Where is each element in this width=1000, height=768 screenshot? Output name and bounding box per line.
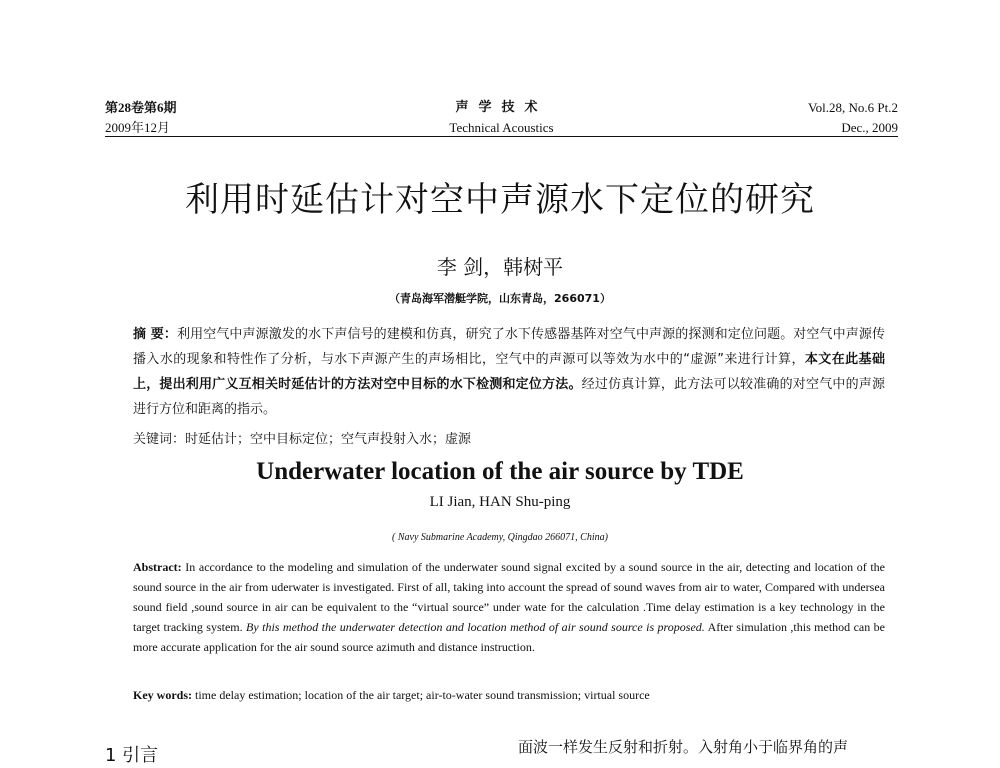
abstract-cn — [133, 322, 885, 422]
abstract-cn-part2: 本文在此基础上，提出利用广义互相关时延估计的方法对空中目标的水下检测和定位方法。 — [133, 352, 885, 392]
abstract-cn-part3: 经过仿真计算，此方法可以较准确的对空气中的声源进行方位和距离的指示。 — [133, 377, 885, 417]
abstract-cn-label: 摘 要： — [133, 327, 177, 342]
abstract-cn-part1: 利用空气中声源激发的水下声信号的建模和仿真，研究了水下传感器基阵对空气中声源的探测和定位问题。对空气中声源传播入水的现象和特性作了分析，与水下声源产生的声场相比，空气中的声源可以等效为水中的“虚源”来进行计算， — [133, 327, 885, 367]
volume-en: Vol.28, No.6 Pt.2 — [807, 100, 898, 115]
keywords-cn-text: 时延估计；空中目标定位；空气声投射入水；虚源 — [185, 432, 472, 447]
affiliation-en: ( Navy Submarine Academy, Qingdao 266071, China) — [392, 532, 608, 543]
body-text-column-right: 面波一样发生反射和折射。入射角小于临界角的声 — [518, 738, 849, 756]
abstract-en — [133, 557, 885, 657]
running-header — [105, 98, 898, 138]
header-center — [105, 98, 898, 138]
authors-cn: 李 剑，韩树平 — [436, 255, 564, 279]
keywords-en-label: Key words: — [133, 688, 192, 702]
abstract-en-part3: After simulation ,this method can be more accurate application for the air sound source azimuth and distance instruction. — [133, 620, 886, 654]
abstract-en-part1: In accordance to the modeling and simulation of the underwater sound signal excited by a sound source in the air, detecting and location of the sound source in the air from uderwater is investigated. First of all, taking into account the spread of sound waves from air to water, Compared with undersea sound field ,sound source in air can be equivalent to the “virtual source” under wate for the calculation .Time delay estimation is a key technology in the target tracking system. — [133, 560, 885, 634]
keywords-en-text: time delay estimation; location of the air target; air-to-water sound transmission; virtual source — [192, 688, 650, 702]
affiliation-cn: （青岛海军潜艇学院，山东青岛，266071） — [389, 292, 611, 305]
date-en: Dec., 2009 — [841, 120, 898, 135]
keywords-en — [133, 685, 885, 705]
section-heading-introduction: 1 引言 — [105, 745, 159, 766]
journal-name-en: Technical Acoustics — [449, 120, 554, 135]
abstract-en-label: Abstract: — [133, 560, 182, 574]
volume-cn: 第28卷第6期 — [105, 100, 177, 115]
authors-en: LI Jian, HAN Shu-ping — [429, 494, 571, 510]
header-right — [808, 98, 898, 138]
keywords-cn-label: 关键词： — [133, 432, 186, 447]
paper-title-en: Underwater location of the air source by TDE — [256, 458, 744, 485]
journal-name-cn: 声学技术 — [455, 100, 548, 115]
date-cn: 2009年12月 — [105, 120, 171, 135]
keywords-cn — [133, 429, 885, 451]
paper-title-cn: 利用时延估计对空中声源水下定位的研究 — [185, 180, 815, 220]
header-divider — [105, 136, 898, 137]
abstract-en-part2: By this method the underwater detection and location method of air sound source is proposed. — [246, 620, 705, 634]
